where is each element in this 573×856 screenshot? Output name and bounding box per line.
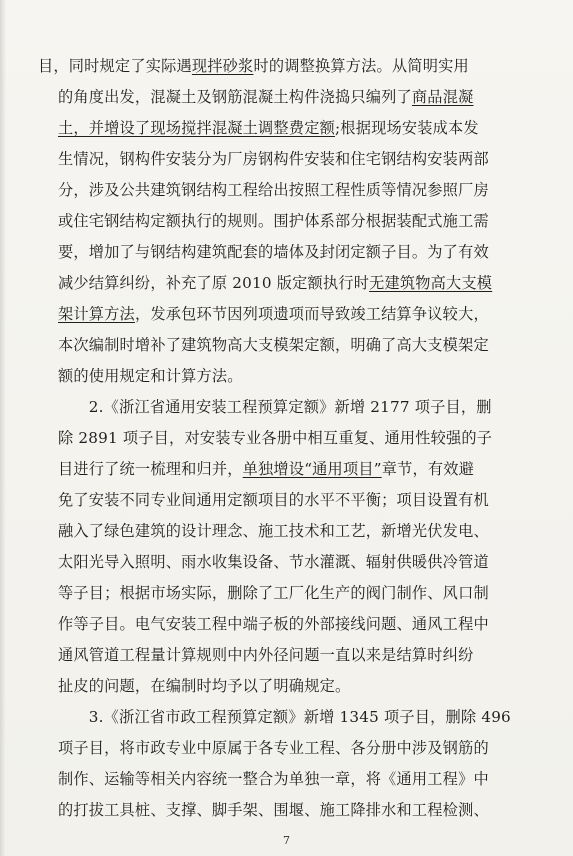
text-line: 土，并增设了现场搅拌混凝土调整费定额;根据现场安装成本发 (58, 119, 479, 137)
text-line: 制作、运输等相关内容统一整合为单独一章，将《通用工程》中 (58, 770, 489, 788)
underlined-phrase: 土，并增设了现场搅拌混凝土调整费定额 (58, 119, 335, 137)
text-line: 目，同时规定了实际遇现拌砂浆时的调整换算方法。从简明实用 (38, 57, 469, 75)
text-line: 要，增加了与钢结构建筑配套的墙体及封闭定额子目。为了有效 (58, 243, 489, 261)
text-line: 扯皮的问题，在编制时均予以了明确规定。 (58, 677, 351, 695)
text-line: 免了安装不同专业间通用定额项目的水平不平衡；项目设置有机 (58, 491, 489, 509)
text-line: 3.《浙江省市政工程预算定额》新增 1345 项子目，删除 496 (58, 708, 511, 726)
text-line: 的角度出发，混凝土及钢筋混凝土构件浇捣只编列了商品混凝 (58, 88, 474, 106)
text-line: 融入了绿色建筑的设计理念、施工技术和工艺，新增光伏发电、 (58, 522, 489, 540)
text-line: 太阳光导入照明、雨水收集设备、节水灌溉、辐射供暖供冷管道 (58, 553, 489, 571)
text-line: 2.《浙江省通用安装工程预算定额》新增 2177 项子目，删 (58, 398, 492, 416)
text-line: 额的使用规定和计算方法。 (58, 367, 243, 385)
text-line: 通风管道工程量计算规则中内外径问题一直以来是结算时纠纷 (58, 646, 474, 664)
underlined-phrase: 单独增设“通用项目” (242, 460, 382, 478)
text-line: 作等子目。电气安装工程中端子板的外部接线问题、通风工程中 (58, 615, 489, 633)
text-line: 或住宅钢结构定额执行的规则。围护体系部分根据装配式施工需 (58, 212, 489, 230)
underlined-phrase: 现拌砂浆 (191, 57, 254, 75)
text-line: 除 2891 项子目，对安装专业各册中相互重复、通用性较强的子 (58, 429, 493, 447)
text-line: 本次编制时增补了建筑物高大支模架定额，明确了高大支模架定 (58, 336, 489, 354)
text-line: 目进行了统一梳理和归并，单独增设“通用项目”章节，有效避 (58, 460, 475, 478)
text-line: 等子目；根据市场实际，删除了工厂化生产的阀门制作、风口制 (58, 584, 489, 602)
underlined-phrase: 架计算方法 (58, 305, 135, 323)
text-line: 架计算方法，发承包环节因列项遗项而导致竣工结算争议较大， (58, 305, 489, 323)
text-line: 减少结算纠纷，补充了原 2010 版定额执行时无建筑物高大支模 (58, 274, 493, 292)
text-line: 项子目，将市政专业中原属于各专业工程、各分册中涉及钢筋的 (58, 739, 489, 757)
text-line: 生情况，钢构件安装分为厂房钢构件安装和住宅钢结构安装两部 (58, 150, 489, 168)
text-line: 分，涉及公共建筑钢结构工程给出按照工程性质等情况参照厂房 (58, 181, 489, 199)
underlined-phrase: 无建筑物高大支模 (369, 274, 493, 292)
page-number: 7 (283, 834, 290, 847)
text-line: 的打拔工具桩、支撑、脚手架、围堰、施工降排水和工程检测、 (58, 801, 489, 819)
underlined-phrase: 商品混凝 (411, 88, 474, 106)
